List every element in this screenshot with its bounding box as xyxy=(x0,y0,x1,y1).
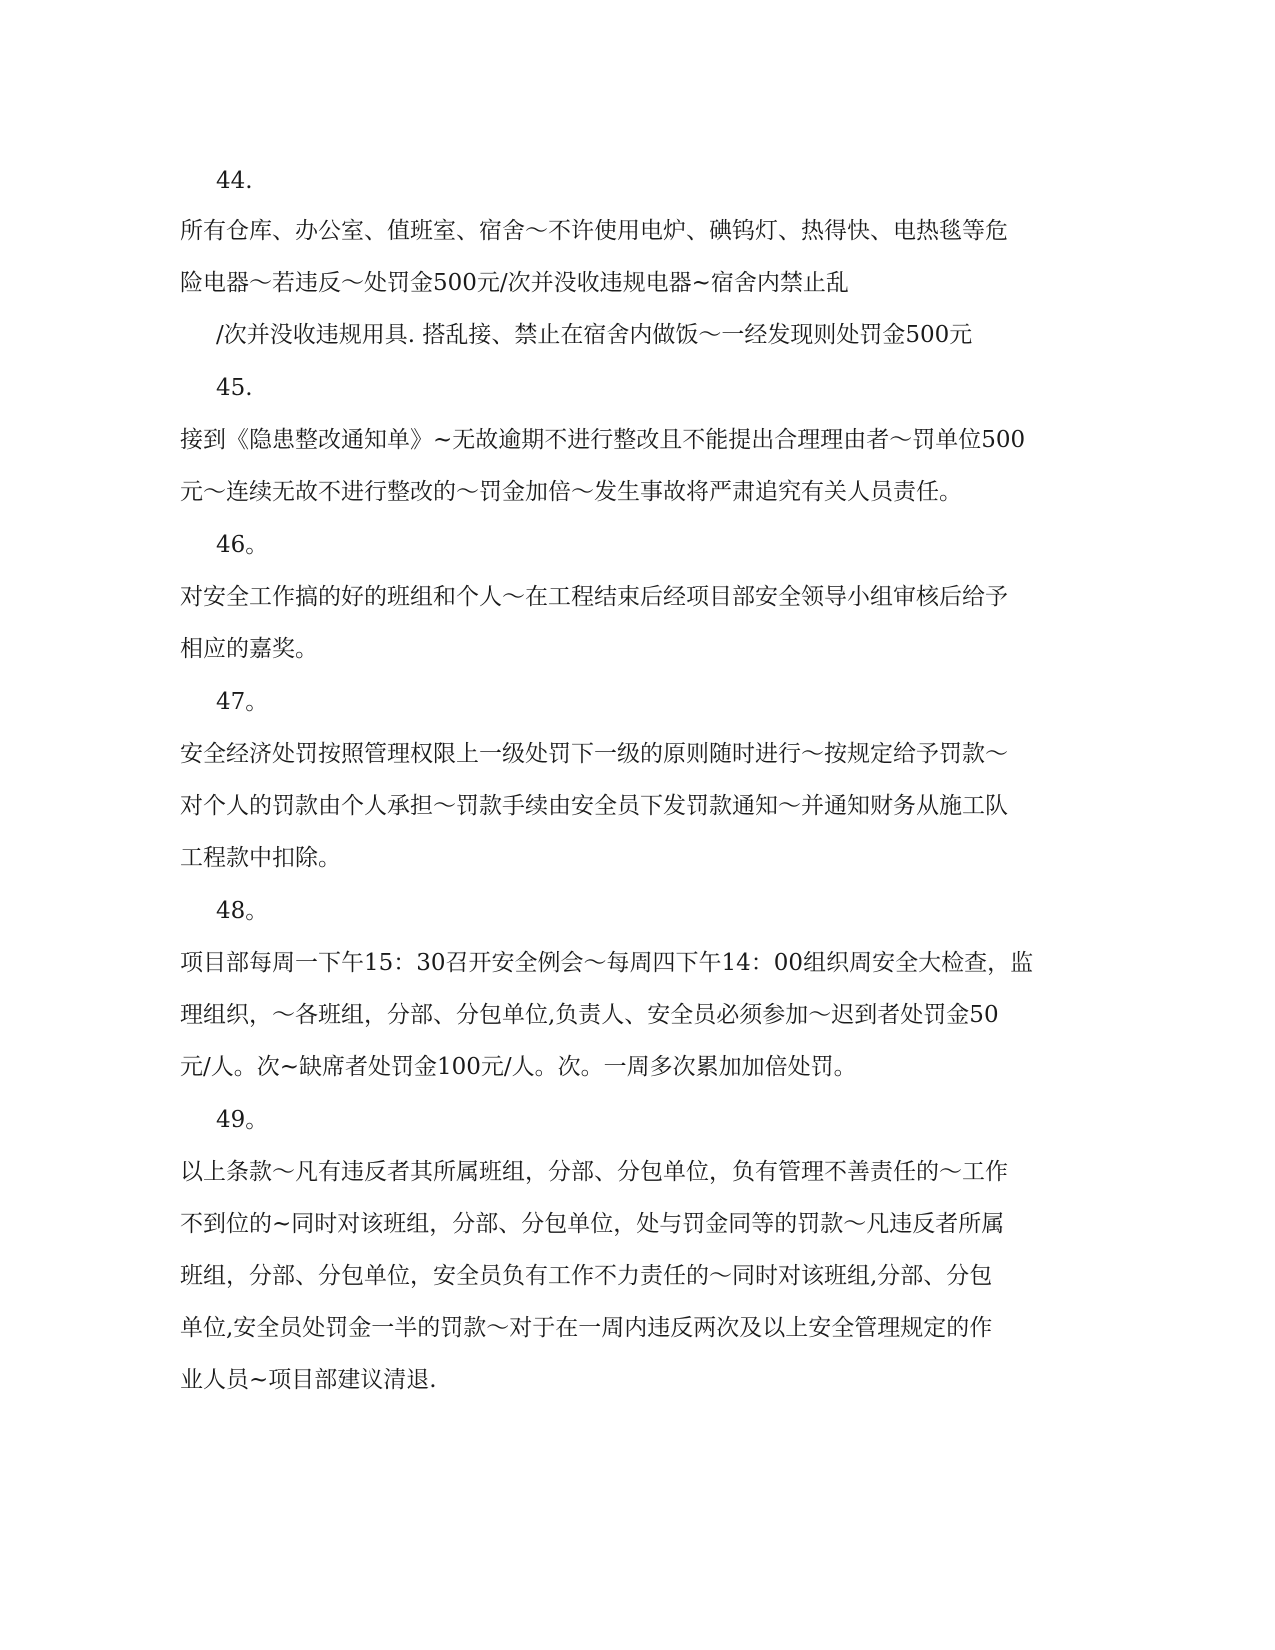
item-number: 44. xyxy=(216,168,253,194)
item-number: 48。 xyxy=(216,898,269,924)
item-text-line: 以上条款～凡有违反者其所属班组，分部、分包单位，负有管理不善责任的～工作 xyxy=(180,1159,1008,1185)
item-text-line: 接到《隐患整改通知单》~无故逾期不进行整改且不能提出合理理由者～罚单位500 xyxy=(180,427,1026,453)
item-text-line: 工程款中扣除。 xyxy=(180,845,341,871)
item-text-line: 班组，分部、分包单位，安全员负有工作不力责任的～同时对该班组,分部、分包 xyxy=(180,1263,993,1289)
item-text-line: /次并没收违规用具. 搭乱接、禁止在宿舍内做饭～一经发现则处罚金500元 xyxy=(216,322,973,348)
item-text-line: 单位,安全员处罚金一半的罚款～对于在一周内违反两次及以上安全管理规定的作 xyxy=(180,1315,993,1341)
item-number: 49。 xyxy=(216,1107,269,1133)
item-number: 46。 xyxy=(216,532,269,558)
item-text-line: 对个人的罚款由个人承担～罚款手续由安全员下发罚款通知～并通知财务从施工队 xyxy=(180,793,1008,819)
item-text-line: 安全经济处罚按照管理权限上一级处罚下一级的原则随时进行～按规定给予罚款～ xyxy=(180,741,1008,767)
item-text-line: 相应的嘉奖。 xyxy=(180,636,318,662)
item-text-line: 不到位的~同时对该班组，分部、分包单位，处与罚金同等的罚款～凡违反者所属 xyxy=(180,1211,1005,1237)
item-text-line: 理组织，～各班组，分部、分包单位,负责人、安全员必须参加～迟到者处罚金50 xyxy=(180,1002,999,1028)
item-text-line: 元/人。次~缺席者处罚金100元/人。次。一周多次累加加倍处罚。 xyxy=(180,1054,857,1080)
item-text-line: 对安全工作搞的好的班组和个人～在工程结束后经项目部安全领导小组审核后给予 xyxy=(180,584,1008,610)
item-number: 47。 xyxy=(216,689,269,715)
item-number: 45. xyxy=(216,375,253,401)
item-text-line: 业人员~项目部建议清退. xyxy=(180,1367,437,1393)
item-text-line: 险电器～若违反～处罚金500元/次并没收违规电器~宿舍内禁止乱 xyxy=(180,270,849,296)
item-text-line: 项目部每周一下午15：30召开安全例会～每周四下午14：00组织周安全大检查，监 xyxy=(180,950,1034,976)
item-text-line: 元～连续无故不进行整改的～罚金加倍～发生事故将严肃追究有关人员责任。 xyxy=(180,479,962,505)
item-text-line: 所有仓库、办公室、值班室、宿舍～不许使用电炉、碘钨灯、热得快、电热毯等危 xyxy=(180,218,1008,244)
